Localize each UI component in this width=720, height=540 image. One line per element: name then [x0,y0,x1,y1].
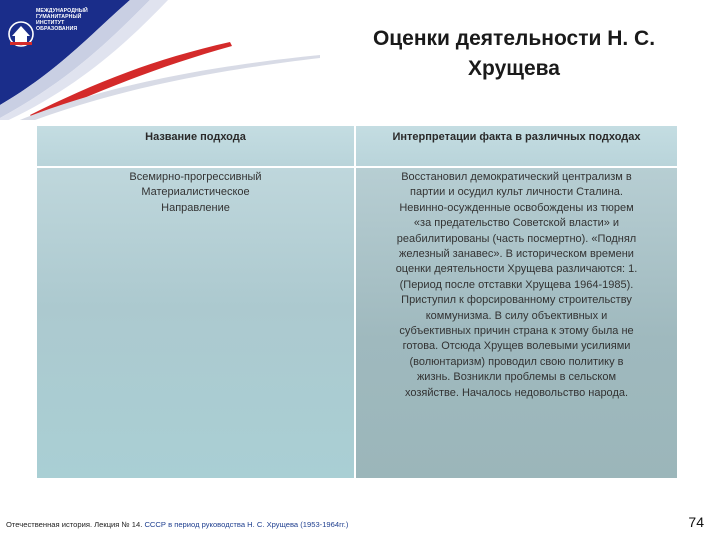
column-header-interpretation: Интерпретации факта в различных подходах [356,126,677,166]
logo-line: ОБРАЗОВАНИЯ [36,26,78,32]
page-number: 74 [688,514,704,530]
interpretation-line: (Период после отставки Хрущева 1964-1985). [399,278,634,291]
interpretation-line: «за предательство Советской власти» и [413,217,620,230]
approach-line: Всемирно-прогрессивный [129,171,262,183]
interpretation-line: коммунизма. В силу объективных и [425,309,608,322]
approach-line: Направление [161,201,230,214]
approaches-table [37,126,677,478]
interpretation-line: партии и осудил культ личности Сталина. [410,186,623,199]
title-line-2: Хрущева [468,57,560,80]
interpretation-line: Приступил к форсированному строительству [401,294,632,307]
footer-caption [6,520,526,529]
logo-line: ИНСТИТУТ [36,20,65,26]
interpretation-line: жизнь. Возникли проблемы в сельском [416,371,617,384]
footer-course-text: Отечественная история. Лекция № 14. [6,520,145,529]
interpretation-line: реабилитированы (часть посмертно). «Поднял [396,232,637,245]
interpretation-line: готова. Отсюда Хрущев волевыми усилиями [402,340,631,353]
approach-line: Материалистическое [141,186,250,199]
footer-lecture-topic: СССР в период руководства Н. С. Хрущева (1953-1964гг.) [144,520,349,529]
logo-text [36,8,120,32]
interpretation-line: Невинно-осужденные освобождены из тюрем [399,201,634,214]
logo-line: МЕЖДУНАРОДНЫЙ [36,8,88,14]
slide-title [318,24,710,84]
logo-emblem-icon [6,12,36,52]
interpretation-line: оценки деятельности Хрущева различаются: 1. [395,263,638,276]
column-header-approach: Название подхода [37,126,354,166]
interpretation-line: железный занавес». В историческом времени [399,248,634,261]
interpretation-line: субъективных причин страна к этому была не [399,325,634,338]
institute-logo [6,8,116,56]
interpretation-line: хозяйстве. Началось недовольство народа. [404,386,629,399]
interpretation-line: Восстановил демократический централизм в [401,171,632,183]
approach-cell [37,168,354,478]
logo-line: ГУМАНИТАРНЫЙ [36,14,82,20]
interpretation-cell [356,168,677,478]
interpretation-line: (волюнтаризм) проводил свою политику в [409,355,624,368]
title-line-1: Оценки деятельности Н. С. [372,27,656,50]
